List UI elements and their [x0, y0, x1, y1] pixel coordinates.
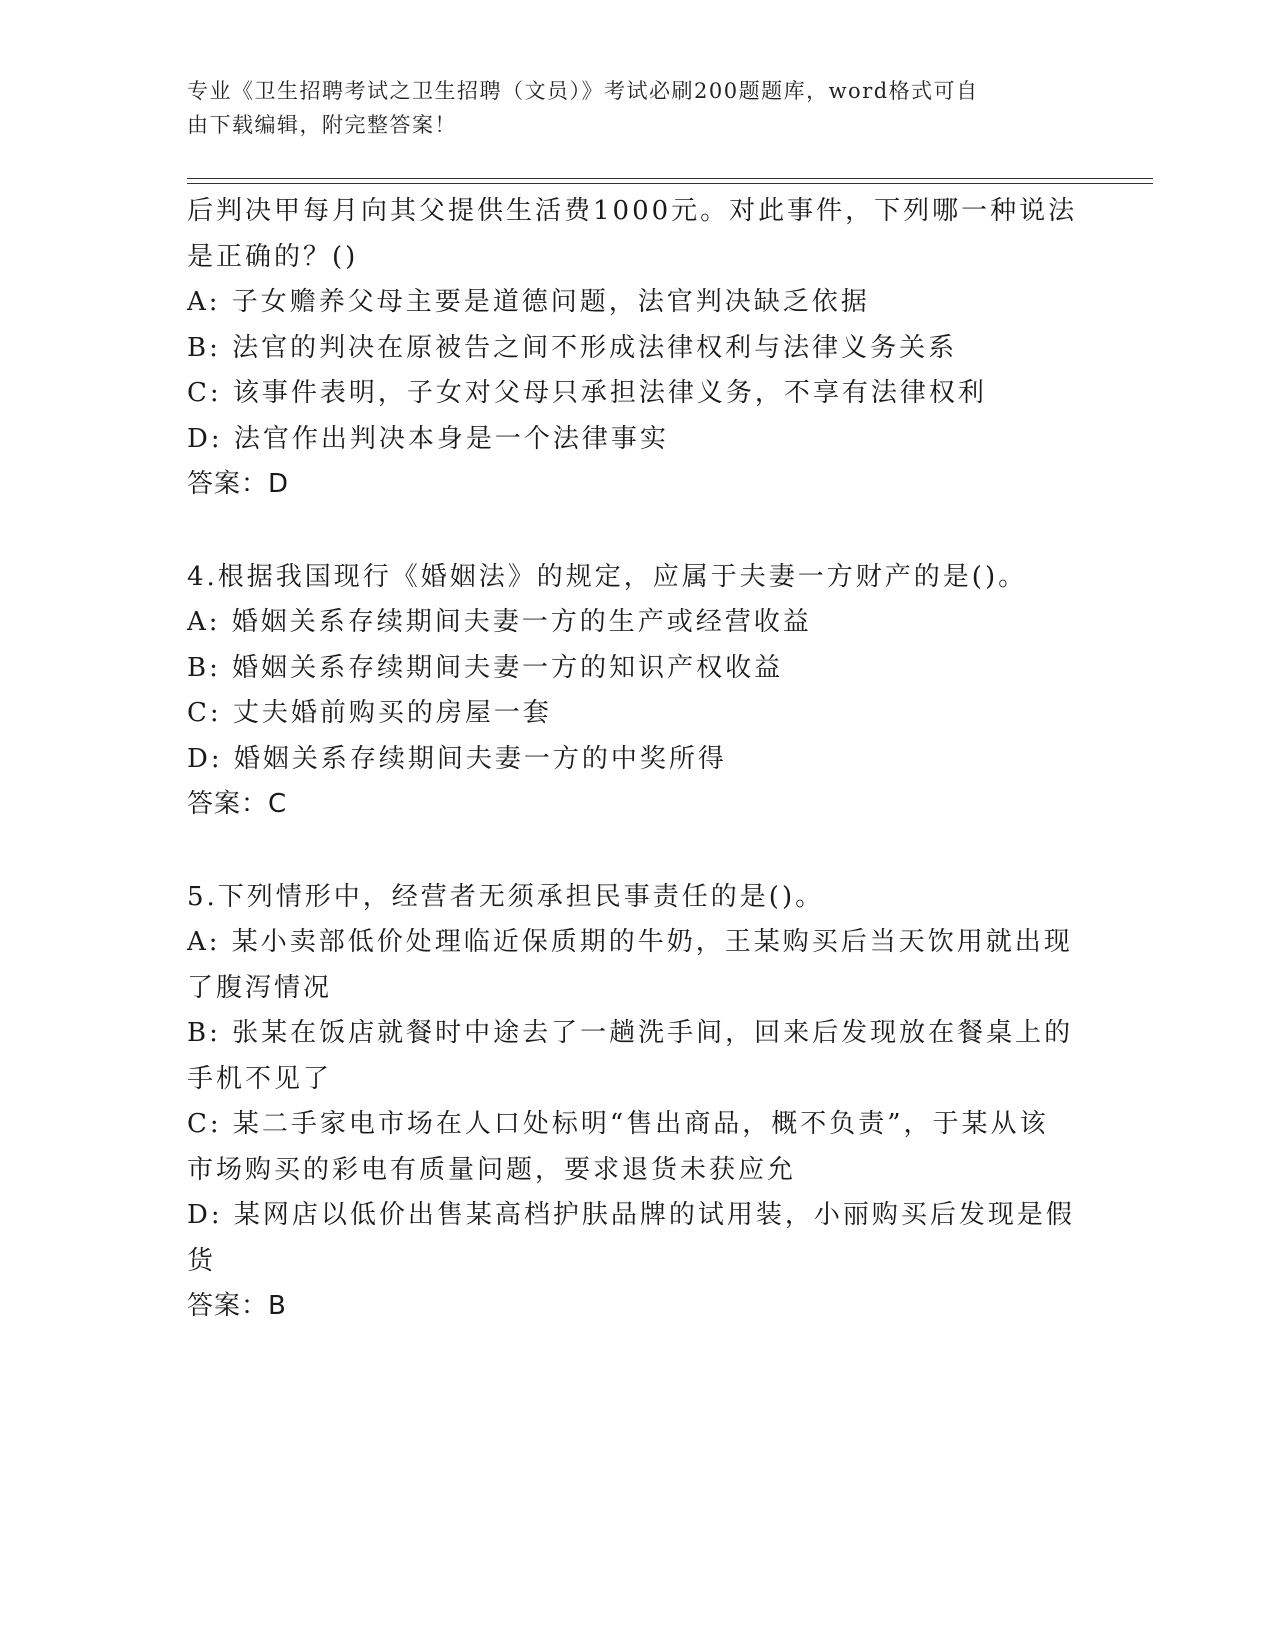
spacer: [187, 828, 1077, 875]
answer: 答案：D: [187, 469, 290, 499]
option-a: A: 某小卖部低价处理临近保质期的牛奶，王某购买后当天饮用就出现: [187, 927, 1073, 957]
question-3: [187, 189, 1077, 508]
header-divider-bottom: [187, 183, 1153, 184]
header-line-2: 由下载编辑，附完整答案！: [187, 113, 457, 137]
question-content: [187, 189, 1077, 1330]
header-line-1: 专业《卫生招聘考试之卫生招聘（文员）》考试必刷200题题库，word格式可自: [187, 79, 979, 103]
option-a-continued: 了腹泻情况: [187, 972, 333, 1003]
document-header: [187, 74, 1067, 142]
spacer: [187, 508, 1077, 555]
option-a: A: 婚姻关系存续期间夫妻一方的生产或经营收益: [187, 607, 812, 637]
option-d: D: 法官作出判决本身是一个法律事实: [187, 423, 669, 454]
question-stem: 是正确的？(): [187, 241, 359, 272]
option-a: A: 子女赡养父母主要是道德问题，法官判决缺乏依据: [187, 287, 870, 317]
option-d: D: 某网店以低价出售某高档护肤品牌的试用装，小丽购买后发现是假: [187, 1200, 1075, 1230]
option-c: C: 丈夫婚前购买的房屋一套: [187, 698, 552, 728]
option-c: C: 该事件表明，子女对父母只承担法律义务，不享有法律权利: [187, 378, 987, 408]
question-stem: 4.根据我国现行《婚姻法》的规定，应属于夫妻一方财产的是()。: [187, 561, 1028, 592]
option-c: C: 某二手家电市场在人口处标明“售出商品，概不负责”，于某从该: [187, 1109, 1049, 1139]
option-d-continued: 货: [187, 1245, 217, 1276]
option-b-continued: 手机不见了: [187, 1063, 333, 1094]
option-b: B: 张某在饭店就餐时中途去了一趟洗手间，回来后发现放在餐桌上的: [187, 1018, 1074, 1048]
option-b: B: 法官的判决在原被告之间不形成法律权利与法律义务关系: [187, 332, 958, 363]
question-5: [187, 875, 1077, 1330]
option-c-continued: 市场购买的彩电有质量问题，要求退货未获应允: [187, 1154, 797, 1185]
option-d: D: 婚姻关系存续期间夫妻一方的中奖所得: [187, 743, 727, 774]
question-4: [187, 555, 1077, 828]
header-divider-top: [187, 178, 1153, 179]
answer: 答案：C: [187, 789, 288, 819]
question-stem: 后判决甲每月向其父提供生活费1000元。对此事件，下列哪一种说法: [187, 196, 1078, 226]
answer: 答案：B: [187, 1291, 287, 1321]
question-stem: 5.下列情形中，经营者无须承担民事责任的是()。: [187, 881, 825, 912]
option-b: B: 婚姻关系存续期间夫妻一方的知识产权收益: [187, 652, 784, 683]
